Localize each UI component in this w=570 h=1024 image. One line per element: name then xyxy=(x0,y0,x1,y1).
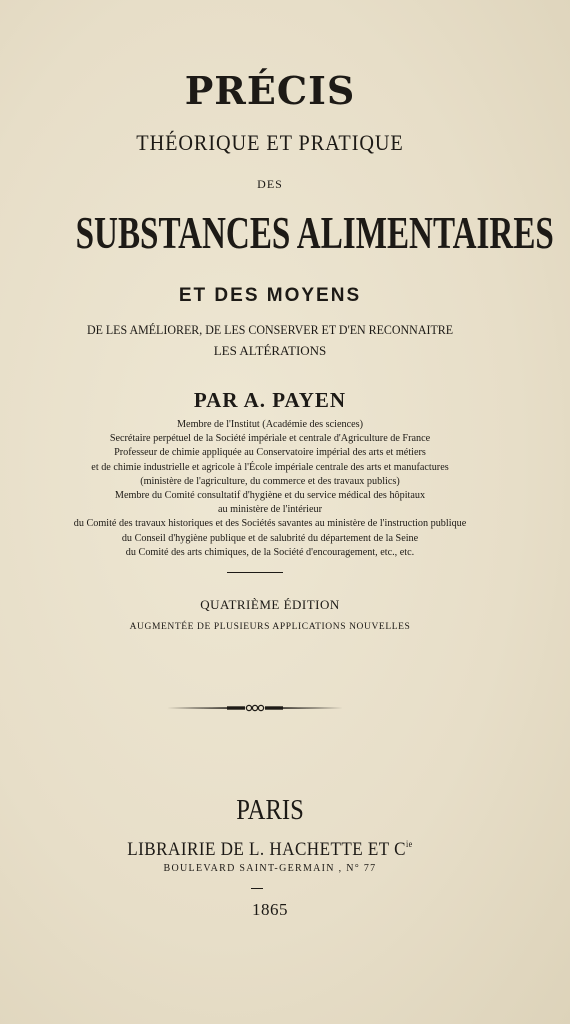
divider-rule-small xyxy=(251,888,263,889)
book-title: PRÉCIS xyxy=(184,68,356,113)
credit-line: Membre de l'Institut (Académie des sciences) xyxy=(177,419,363,430)
description-line-1: DE LES AMÉLIORER, DE LES CONSERVER ET D'EN RECONNAITRE xyxy=(86,322,454,337)
edition-label: QUATRIÈME ÉDITION xyxy=(200,597,340,612)
imprint-publisher xyxy=(27,831,513,863)
description-line-2: LES ALTÉRATIONS xyxy=(213,343,327,358)
publisher-name: LIBRAIRIE DE L. HACHETTE ET C xyxy=(127,839,406,860)
credit-line: au ministère de l'intérieur xyxy=(218,504,322,516)
ornament-divider xyxy=(165,699,345,717)
credit-line: du Comité des travaux historiques et des Sociétés savantes au ministère de l'instruction publique xyxy=(73,518,467,530)
title-connector: DES xyxy=(257,177,283,191)
imprint-address: BOULEVARD SAINT-GERMAIN , N° 77 xyxy=(163,863,377,874)
credit-line: et de chimie industrielle et agricole à l'École impériale centrale des arts et manufactures xyxy=(91,461,449,473)
imprint-year: 1865 xyxy=(252,900,288,919)
publisher-superscript: ie xyxy=(405,839,413,849)
credit-line: (ministère de l'agriculture, du commerce et des travaux publics) xyxy=(140,475,400,487)
credit-line: du Comité des arts chimiques, de la Société d'encouragement, etc., etc. xyxy=(125,546,415,558)
credit-line: Secrétaire perpétuel de la Société impériale et centrale d'Agriculture de France xyxy=(109,433,431,445)
author-line: PAR A. PAYEN xyxy=(193,388,347,412)
divider-rule xyxy=(227,572,283,573)
secondary-title: ET DES MOYENS xyxy=(178,285,362,306)
imprint-city: PARIS xyxy=(236,795,304,826)
main-title: SUBSTANCES ALIMENTAIRES xyxy=(75,207,554,258)
credit-line: Membre du Comité consultatif d'hygiène et du service médical des hôpitaux xyxy=(114,490,426,502)
credit-line: Professeur de chimie appliquée au Conservatoire impérial des arts et métiers xyxy=(114,447,426,459)
book-subtitle: THÉORIQUE ET PRATIQUE xyxy=(136,130,404,155)
edition-note: AUGMENTÉE DE PLUSIEURS APPLICATIONS NOUVELLES xyxy=(129,622,411,632)
author-credits xyxy=(0,418,520,560)
credit-line: du Conseil d'hygiène publique et de salubrité du département de la Seine xyxy=(121,532,419,544)
